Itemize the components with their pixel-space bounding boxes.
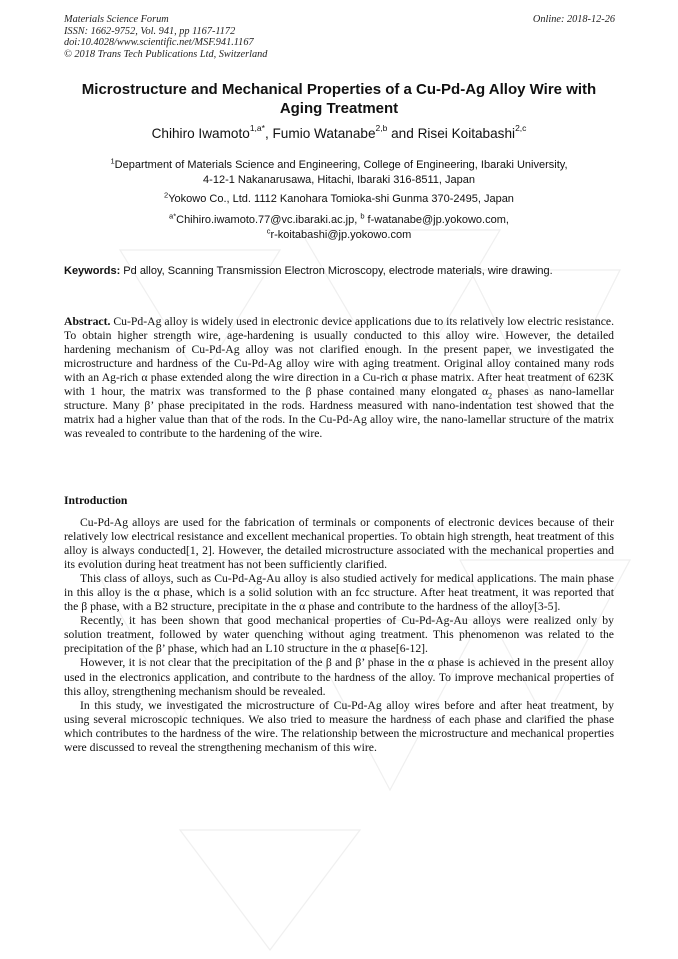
- author-name: Chihiro Iwamoto: [151, 126, 250, 141]
- copyright-line: © 2018 Trans Tech Publications Ltd, Switzerland: [64, 48, 268, 60]
- issn-line: ISSN: 1662-9752, Vol. 941, pp 1167-1172: [64, 25, 236, 37]
- paragraph: Cu-Pd-Ag alloys are used for the fabrication of terminals or components of electronic devices because of their relatively low electrical resistance and excellent mechanical properties. To obtain high strength, heat treatment of this alloy is always conducted[1, 2]. However, the detailed microstructure associated with the mechanical properties and its evolution during heat treatment has not been sufficiently clarified.: [64, 516, 614, 572]
- author-list: [60, 125, 618, 143]
- email-superscript: a*: [169, 211, 177, 221]
- paragraph: Recently, it has been shown that good mechanical properties of Cu-Pd-Ag-Au alloys were realized only by solution treatment, followed by water quenching without aging treatment. This phenomenon was related to the precipitation of the β’ phase, which had an L10 structure in the α phase[6-12].: [64, 614, 614, 656]
- paragraph: This class of alloys, such as Cu-Pd-Ag-Au alloy is also studied actively for medical applications. The main phase in this alloy is the α phase, which is a solid solution with an fcc structure. After heat treatment, it was reported that the β phase, with a B2 structure, precipitate in the α phase and contribute to the hardness of the alloy[3-5].: [64, 572, 614, 614]
- abstract-text: Cu-Pd-Ag alloy is widely used in electronic device applications due to its relatively low electric resistance. To obtain higher strength wire, age-hardening is usually conducted to this alloy wire. However, the detailed hardening mechanism of Cu-Pd-Ag alloy was not clarified enough. In the present paper, we investigated the microstructure and hardness of the Cu-Pd-Ag alloy wire with aging treatment. Original alloy contained many rods with an Ag-rich α phase extended along the wire direction in a Cu-rich α phase matrix. After heat treatment of 623K with 1 hour, the matrix was transformed to the β phase contained many elongated α: [64, 315, 614, 399]
- email-c: r-koitabashi@jp.yokowo.com: [270, 228, 412, 241]
- email-a: Chihiro.iwamoto.77@vc.ibaraki.ac.jp,: [176, 214, 361, 226]
- abstract-label: Abstract.: [64, 315, 111, 328]
- author-superscript: 2,b: [375, 123, 388, 134]
- online-date: Online: 2018-12-26: [532, 14, 615, 25]
- author-separator: and: [387, 126, 418, 141]
- paragraph: However, it is not clear that the precipitation of the β and β’ phase in the α phase is achieved in the present alloy used in the electronics application, and contribute to the hardness of the alloy. To improve mechanical properties of this alloy, strengthening mechanism should be revealed.: [64, 656, 614, 698]
- abstract-subscript: 2: [488, 391, 493, 401]
- journal-metadata: [64, 14, 267, 60]
- affiliation-2-text: Yokowo Co., Ltd. 1112 Kanohara Tomioka-shi Gunma 370-2495, Japan: [168, 193, 514, 205]
- email-block: [60, 213, 618, 242]
- affiliation-1-line-1: Department of Materials Science and Engineering, College of Engineering, Ibaraki University,: [114, 159, 568, 171]
- paper-title: Microstructure and Mechanical Properties of a Cu-Pd-Ag Alloy Wire with Aging Treatment: [81, 81, 597, 117]
- affiliation-2: [60, 192, 618, 207]
- affiliation-1-line-2: 4-12-1 Nakanarusawa, Hitachi, Ibaraki 316-8511, Japan: [203, 173, 475, 186]
- introduction-body: [64, 516, 614, 755]
- author-separator: ,: [264, 126, 273, 141]
- affiliation-superscript: 2: [164, 190, 169, 200]
- email-b: f-watanabe@jp.yokowo.com,: [364, 214, 509, 226]
- author-name: Fumio Watanabe: [272, 126, 376, 141]
- keywords-text: Pd alloy, Scanning Transmission Electron Microscopy, electrode materials, wire drawing.: [120, 265, 553, 277]
- doi-line: doi:10.4028/www.scientific.net/MSF.941.1167: [64, 37, 254, 49]
- affiliation-1: [60, 158, 618, 187]
- paragraph: In this study, we investigated the microstructure of Cu-Pd-Ag alloy wires before and after heat treatment, by using several microscopic techniques. We also tried to measure the hardness of each phase and clarified the phase which contributes to the hardness of the wire. The relationship between the microstructure and mechanical properties were discussed to reveal the strengthening mechanism of this wire.: [64, 698, 614, 754]
- abstract: [64, 315, 614, 441]
- journal-name: Materials Science Forum: [64, 14, 169, 25]
- keywords: [64, 264, 614, 278]
- email-superscript: c: [266, 225, 271, 235]
- keywords-label: Keywords:: [64, 265, 121, 277]
- author-superscript: 2,c: [515, 123, 527, 134]
- author-superscript: 1,a*: [249, 123, 265, 134]
- section-heading: Introduction: [64, 494, 128, 507]
- abstract-text: phases as nano-lamellar structure. Many β’ phase precipitated in the rods. Hardness measured with nano-indentation test showed that the matrix had a higher value than that of the rods. In the Cu-Pd-Ag alloy wire, the nano-lamellar structure of the matrix was revealed to contribute to the hardening of the wire.: [64, 385, 614, 441]
- author-name: Risei Koitabashi: [417, 126, 516, 141]
- affiliation-superscript: 1: [110, 156, 115, 166]
- email-superscript: b: [360, 211, 365, 221]
